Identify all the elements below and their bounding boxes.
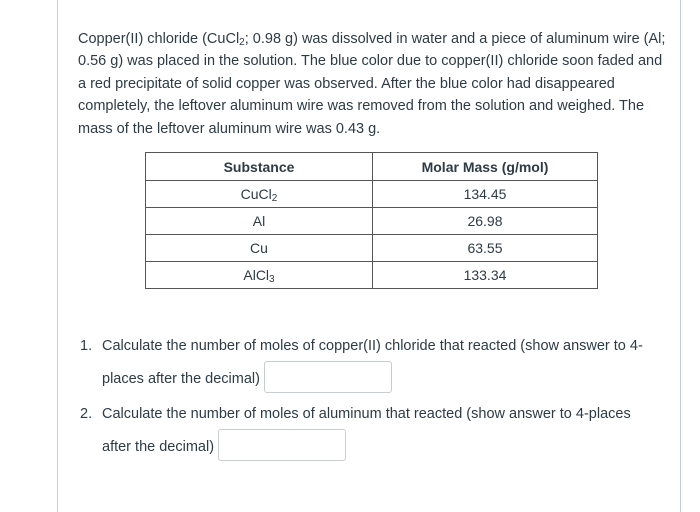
question-1 bbox=[80, 330, 670, 396]
problem-statement bbox=[78, 28, 668, 140]
answer-input-2[interactable] bbox=[218, 429, 346, 461]
header-substance: Substance bbox=[146, 153, 373, 181]
table-header-row bbox=[146, 153, 598, 181]
intro-text-part1: Copper(II) chloride (CuCl bbox=[78, 31, 240, 47]
question-text: Calculate the number of moles of copper(II) chloride that reacted (show answer to 4- places after the decimal) bbox=[102, 330, 670, 396]
header-molar-mass: Molar Mass (g/mol) bbox=[373, 153, 598, 181]
molar-mass-table bbox=[145, 152, 598, 289]
intro-text-part2: ; 0.98 g) was dissolved in water and a piece of aluminum wire (Al; 0.56 g) was placed in the solution. The blue color due to copper(II) chloride soon faded and a red precipitate of solid copper was observed. After the blue color had disappeared completely, the leftover aluminum wire was removed from the solution and weighed. The mass of the leftover aluminum wire was 0.43 g. bbox=[78, 31, 666, 137]
table-row bbox=[146, 235, 598, 262]
question-number: 1. bbox=[80, 338, 93, 354]
substance-cell: Cu bbox=[146, 235, 373, 262]
question-2 bbox=[80, 398, 670, 464]
substance-cell: Al bbox=[146, 208, 373, 235]
table-row bbox=[146, 208, 598, 235]
substance-cell: AlCl$_3$ bbox=[146, 262, 373, 289]
intro-subscript: 2 bbox=[239, 37, 245, 48]
molar-mass-cell: 134.45 bbox=[373, 181, 598, 208]
question-number: 2. bbox=[80, 406, 93, 422]
molar-mass-cell: 133.34 bbox=[373, 262, 598, 289]
table-row bbox=[146, 262, 598, 289]
molar-mass-cell: 26.98 bbox=[373, 208, 598, 235]
substance-cell: CuCl$_2$ bbox=[146, 181, 373, 208]
question-text: Calculate the number of moles of aluminum that reacted (show answer to 4-places after the decimal) bbox=[102, 398, 670, 464]
molar-mass-cell: 63.55 bbox=[373, 235, 598, 262]
table-row bbox=[146, 181, 598, 208]
answer-input-1[interactable] bbox=[264, 361, 392, 393]
